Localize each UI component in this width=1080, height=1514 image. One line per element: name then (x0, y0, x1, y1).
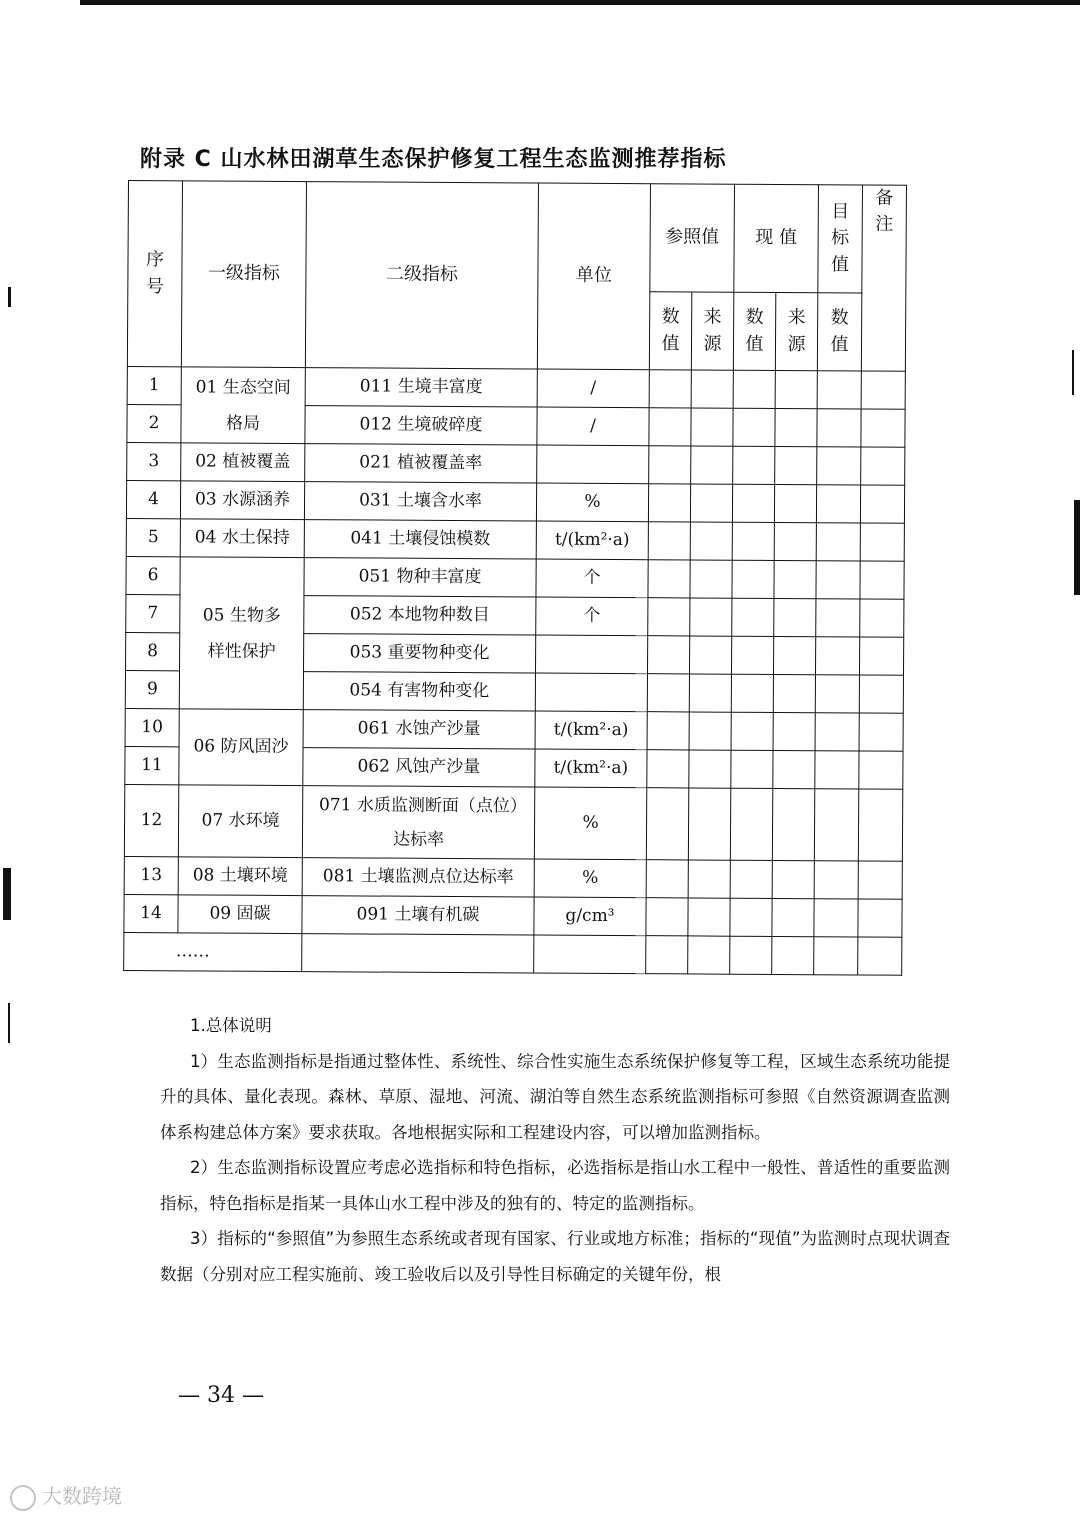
header-target: 目标值 (818, 185, 863, 293)
notes-heading: 1.总体说明 (190, 1016, 272, 1035)
row-unit (535, 673, 647, 712)
row-seq: 4 (126, 480, 180, 518)
header-current: 现 值 (734, 184, 819, 293)
table-row (125, 708, 903, 751)
row-level2: 031 土壤含水率 (304, 482, 536, 521)
row-seq: 13 (124, 856, 178, 894)
table-row (126, 556, 904, 599)
table-row (124, 894, 902, 937)
row-level1: 09 固碳 (178, 895, 302, 934)
scan-mark-left-2 (3, 868, 11, 920)
scan-mark-right-1 (1072, 350, 1074, 395)
row-seq: 7 (126, 594, 180, 632)
header-reference: 参照值 (650, 184, 735, 293)
row-level1: 08 土壤环境 (178, 857, 302, 896)
row-seq: 3 (127, 442, 181, 480)
header-level2: 二级指标 (305, 182, 538, 369)
row-seq: 6 (126, 556, 180, 594)
table-row (126, 480, 904, 523)
header-level1: 一级指标 (181, 181, 306, 368)
row-seq: 9 (125, 670, 179, 708)
row-unit: / (537, 407, 649, 446)
table-row (124, 856, 902, 899)
header-reference-value: 数值 (649, 292, 691, 370)
row-unit (535, 635, 647, 674)
header-seq: 序号 (127, 181, 182, 367)
row-level2: 041 土壤侵蚀模数 (304, 520, 536, 559)
watermark-logo-icon (10, 1485, 36, 1511)
table-row (126, 518, 904, 561)
row-level1: 01 生态空间格局 (181, 367, 305, 444)
table-row (127, 366, 905, 409)
row-unit: % (536, 483, 648, 522)
row-unit: g/cm³ (534, 897, 646, 936)
notes-paragraph: 1）生态监测指标是指通过整体性、系统性、综合性实施生态系统保护修复等工程，区域生态系统功能提升的具体、量化表现。森林、草原、湿地、河流、湖泊等自然生态系统监测指标可参照《自然资源调查监测体系构建总体方案》要求获取。各地根据实际和工程建设内容，可以增加监测指标。 (160, 1051, 950, 1142)
row-level1: 07 水环境 (178, 785, 302, 858)
row-level2: 011 生境丰富度 (305, 368, 537, 407)
header-target-value: 数值 (817, 293, 861, 371)
row-unit: / (537, 369, 649, 408)
row-level2: 061 水蚀产沙量 (303, 710, 535, 749)
header-current-source: 来源 (775, 292, 817, 370)
row-seq: 5 (126, 518, 180, 556)
row-level1: 05 生物多样性保护 (179, 557, 304, 710)
row-unit: % (534, 859, 646, 898)
row-unit: t/(km²·a) (535, 711, 647, 750)
scan-mark-right-2 (1074, 500, 1080, 595)
row-level2: 051 物种丰富度 (304, 558, 536, 597)
row-unit: t/(km²·a) (536, 521, 648, 560)
notes-section (160, 1008, 950, 1292)
row-unit: 个 (536, 559, 648, 598)
row-level2: 054 有害物种变化 (303, 672, 535, 711)
row-seq: 1 (127, 366, 181, 404)
row-level2: 071 水质监测断面（点位）达标率 (302, 786, 534, 859)
table-row-ellipsis (124, 932, 902, 975)
table-row (124, 784, 902, 861)
row-level2: 062 风蚀产沙量 (303, 748, 535, 787)
row-level2: 091 土壤有机碳 (302, 896, 534, 935)
header-reference-source: 来源 (691, 292, 733, 370)
row-level1: 04 水土保持 (180, 519, 304, 558)
appendix-title: 附录 C 山水林田湖草生态保护修复工程生态监测推荐指标 (140, 147, 727, 172)
scan-top-border (80, 0, 1080, 5)
row-seq: 14 (124, 894, 178, 932)
row-seq: 11 (125, 746, 179, 784)
row-seq: 10 (125, 708, 179, 746)
notes-paragraph: 2）生态监测指标设置应考虑必选指标和特色指标，必选指标是指山水工程中一般性、普适性的重要监测指标，特色指标是指某一具体山水工程中涉及的独有的、特定的监测指标。 (160, 1158, 950, 1213)
row-level1: 06 防风固沙 (179, 709, 303, 786)
row-level1: 02 植被覆盖 (181, 443, 305, 482)
watermark (10, 1480, 122, 1511)
scan-mark-left-3 (8, 1003, 10, 1043)
row-level2: 012 生境破碎度 (305, 406, 537, 445)
ellipsis: …… (124, 932, 302, 971)
row-level1: 03 水源涵养 (180, 481, 304, 520)
header-unit: 单位 (537, 183, 650, 370)
scan-mark-left-1 (8, 287, 11, 307)
header-current-value: 数值 (733, 292, 775, 370)
watermark-text: 大数跨境 (42, 1484, 122, 1508)
row-level2: 053 重要物种变化 (304, 634, 536, 673)
row-unit: % (534, 787, 646, 860)
indicator-table (123, 180, 907, 976)
row-level2: 021 植被覆盖率 (305, 444, 537, 483)
header-remark: 备注 (861, 185, 906, 371)
row-unit (537, 445, 649, 484)
row-unit: 个 (536, 597, 648, 636)
row-seq: 12 (124, 784, 178, 856)
notes-paragraph: 3）指标的“参照值”为参照生态系统或者现有国家、行业或地方标准；指标的“现值”为监测时点现状调查数据（分别对应工程实施前、竣工验收后以及引导性目标确定的关键年份，根 (160, 1229, 950, 1284)
row-seq: 2 (127, 404, 181, 442)
row-unit: t/(km²·a) (535, 749, 647, 788)
page-number: — 34 — (178, 1383, 264, 1408)
table-row (127, 442, 905, 485)
row-seq: 8 (126, 632, 180, 670)
row-level2: 081 土壤监测点位达标率 (302, 858, 534, 897)
row-level2: 052 本地物种数目 (304, 596, 536, 635)
